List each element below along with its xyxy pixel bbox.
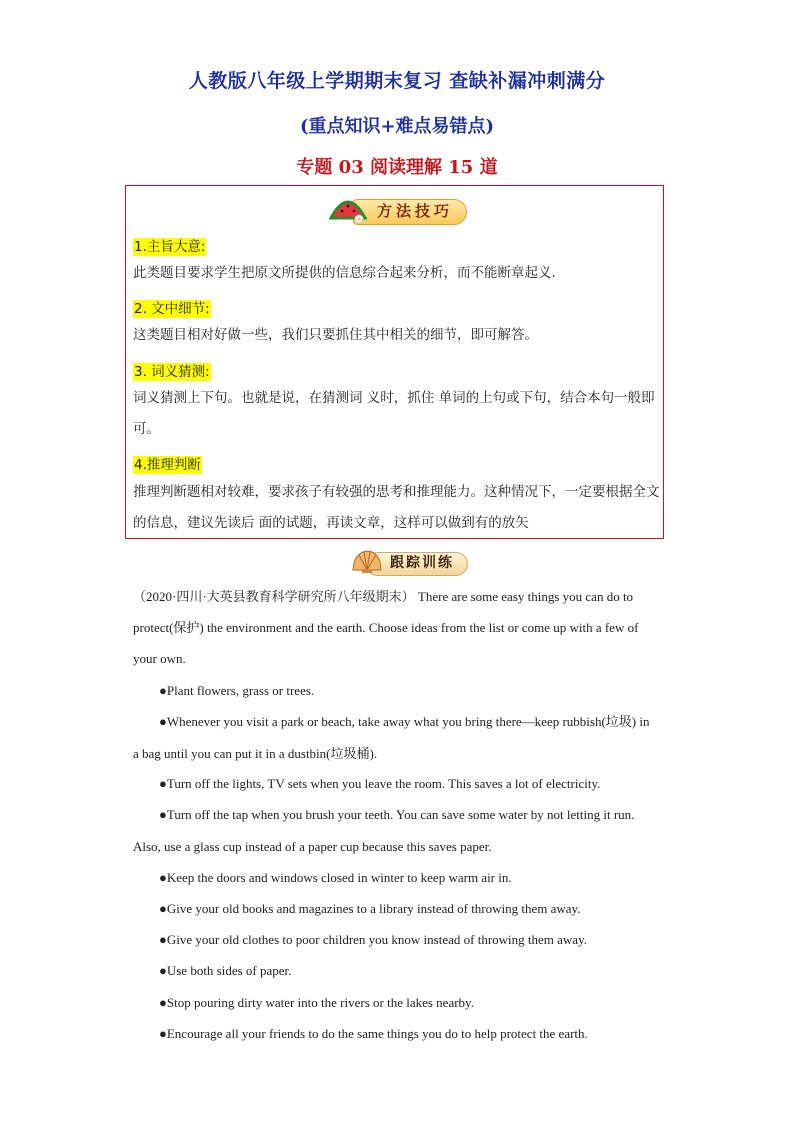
passage-bullet-2: ●Whenever you visit a park or beach, take away what you bring there—keep rubbish(垃圾) in a bag until you can put it in a dustbin(垃圾桶). — [133, 714, 650, 761]
document-title: 人教版八年级上学期期末复习 查缺补漏冲刺满分 — [188, 70, 606, 92]
passage-bullet-10: ●Encourage all your friends to do the same things you do to help protect the earth. — [159, 1026, 588, 1041]
passage-bullet-1: ●Plant flowers, grass or trees. — [159, 683, 315, 698]
passage-bullet-6: ●Give your old books and magazines to a library instead of throwing them away. — [159, 901, 581, 916]
method-item-1-label: 1.主旨大意: — [134, 239, 206, 255]
method-item-4-label: 4.推理判断 — [134, 457, 201, 473]
method-tips-badge — [329, 194, 467, 226]
passage-bullet-5: ●Keep the doors and windows closed in winter to keep warm air in. — [159, 870, 512, 885]
method-item-3-label: 3. 词义猜测: — [134, 364, 210, 380]
passage-bullet-8: ●Use both sides of paper. — [159, 963, 292, 978]
method-tips-badge-label: 方法技巧 — [376, 202, 453, 220]
practice-badge — [350, 548, 470, 576]
method-item-4-text: 推理判断题相对较难，要求孩子有较强的思考和推理能力。这种情况下，一定要根据全文的信息，建议先读后 面的试题，再读文章，这样可以做到有的放矢 — [133, 484, 660, 531]
passage-intro: （2020·四川·大英县教育科学研究所八年级期末） There are some easy things you can do to protect(保护) the environment and the earth. Choose ideas from the list or come up with a few of your own. — [133, 589, 639, 666]
method-item-2-label: 2. 文中细节: — [134, 301, 210, 317]
topic-heading: 专题 03 阅读理解 15 道 — [296, 157, 498, 178]
watermelon-icon — [329, 194, 367, 224]
passage-bullet-7: ●Give your old clothes to poor children you know instead of throwing them away. — [159, 932, 587, 947]
method-item-3-text: 词义猜测上下句。也就是说，在猜测词 义时，抓住 单词的上句或下句，结合本句一般即可。 — [133, 390, 655, 437]
passage-bullet-4: ●Turn off the tap when you brush your teeth. You can save some water by not letting it run. Also, use a glass cup instead of a paper cup because this saves paper. — [133, 807, 635, 854]
method-item-1-text: 此类题目要求学生把原文所提供的信息综合起来分析，而不能断章起义. — [133, 265, 556, 281]
shell-icon — [350, 548, 384, 576]
passage-bullet-3: ●Turn off the lights, TV sets when you leave the room. This saves a lot of electricity. — [159, 776, 601, 791]
practice-badge-label: 跟踪训练 — [390, 555, 454, 571]
passage-bullet-9: ●Stop pouring dirty water into the rivers or the lakes nearby. — [159, 995, 474, 1010]
method-item-2-text: 这类题目相对好做一些，我们只要抓住其中相关的细节，即可解答。 — [133, 327, 538, 343]
document-subtitle: (重点知识+难点易错点) — [299, 116, 495, 137]
